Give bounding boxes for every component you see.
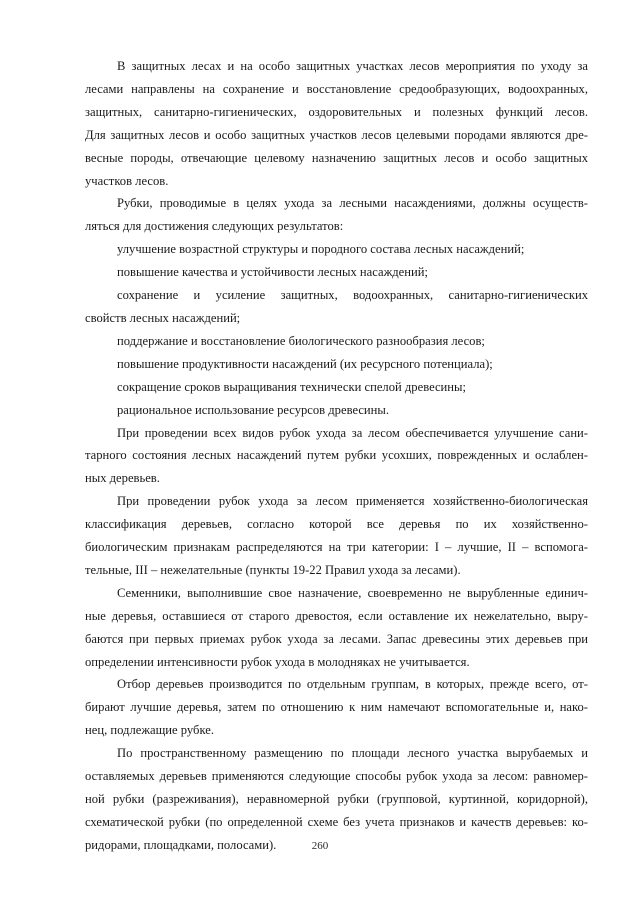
text-line: ридорами, площадками, полосами). xyxy=(85,837,277,852)
text-line: бирают лучшие деревья, затем по отношению к ним намечают вспомогательные и, нако- xyxy=(85,700,588,715)
text-line: свойств лесных насаждений; xyxy=(85,310,241,325)
text-line: В защитных лесах и на особо защитных участках лесов мероприятия по уходу за xyxy=(117,59,588,73)
text-line: По пространственному размещению по площади лесного участка вырубаемых и xyxy=(117,746,588,761)
page-number: 260 xyxy=(311,840,329,852)
text-line: ной рубки (разреживания), неравномерной рубки (групповой, куртинной, коридорной), xyxy=(85,792,588,806)
text-line: ных деревьев. xyxy=(85,471,160,486)
list-item: рациональное использование ресурсов древесины. xyxy=(117,402,390,417)
list-item: повышение качества и устойчивости лесных насаждений; xyxy=(117,265,428,280)
list-item xyxy=(85,284,588,330)
text-line: оставляемых деревьев применяются следующие способы рубок ухода за лесом: равномер- xyxy=(85,769,588,784)
text-line: баются при первых приемах рубок ухода за лесами. Запас древесины этих деревьев при xyxy=(85,631,588,646)
list-item: сокращение сроков выращивания технически спелой древесины; xyxy=(117,379,466,394)
text-line: тарного состояния лесных насаждений путем рубки усохших, поврежденных и ослаблен- xyxy=(85,448,588,463)
text-line: определении интенсивности рубок ухода в молодняках не учитывается. xyxy=(85,654,470,669)
text-line: тельные, III – нежелательные (пункты 19-22 Правил ухода за лесами). xyxy=(85,562,461,577)
paragraph-protective-forests xyxy=(85,55,588,192)
text-line: ляться для достижения следующих результатов: xyxy=(85,219,344,234)
text-line: ные деревья, оставшиеся от старого древостоя, если оставление их нежелательно, выру- xyxy=(85,608,588,623)
text-line: При проведении всех видов рубок ухода за лесом обеспечивается улучшение сани- xyxy=(117,425,588,440)
text-line: биологическим признакам распределяются на три категории: I – лучшие, II – вспомога- xyxy=(85,540,588,555)
paragraph-tree-classification xyxy=(85,490,588,582)
text-line: нец, подлежащие рубке. xyxy=(85,723,214,738)
text-line: Рубки, проводимые в целях ухода за лесными насаждениями, должны осуществ- xyxy=(117,196,588,211)
text-line: участков лесов. xyxy=(85,173,169,188)
list-item: улучшение возрастной структуры и породного состава лесных насаждений; xyxy=(117,242,525,257)
text-line: весные породы, отвечающие целевому назначению защитных лесов и особо защитных xyxy=(85,150,588,165)
paragraph-sanitary-state xyxy=(85,422,588,491)
paragraph-seed-trees xyxy=(85,582,588,674)
text-line: лесами направлены на сохранение и восстановление средообразующих, водоохранных, xyxy=(85,81,588,96)
paragraph-tree-selection xyxy=(85,673,588,742)
text-line: схематической рубки (по определенной схеме без учета признаков и качеств деревьев: ко- xyxy=(85,814,588,829)
text-line: защитных, санитарно-гигиенических, оздоровительных и полезных функций лесов. xyxy=(85,104,588,119)
text-line: классификация деревьев, согласно которой все деревья по их хозяйственно- xyxy=(85,517,588,532)
text-line: При проведении рубок ухода за лесом применяется хозяйственно-биологическая xyxy=(117,494,588,509)
text-line: Семенники, выполнившие свое назначение, своевременно не вырубленные единич- xyxy=(117,585,588,600)
text-line: Отбор деревьев производится по отдельным группам, в которых, прежде всего, от- xyxy=(117,677,588,692)
list-item: поддержание и восстановление биологического разнообразия лесов; xyxy=(117,333,485,348)
list-item: повышение продуктивности насаждений (их ресурсного потенциала); xyxy=(117,356,493,371)
text-line: сохранение и усиление защитных, водоохранных, санитарно-гигиенических xyxy=(117,288,588,303)
paragraph-goals-intro xyxy=(85,192,588,238)
text-line: Для защитных лесов и особо защитных участков лесов целевыми породами являются дре- xyxy=(85,127,588,142)
